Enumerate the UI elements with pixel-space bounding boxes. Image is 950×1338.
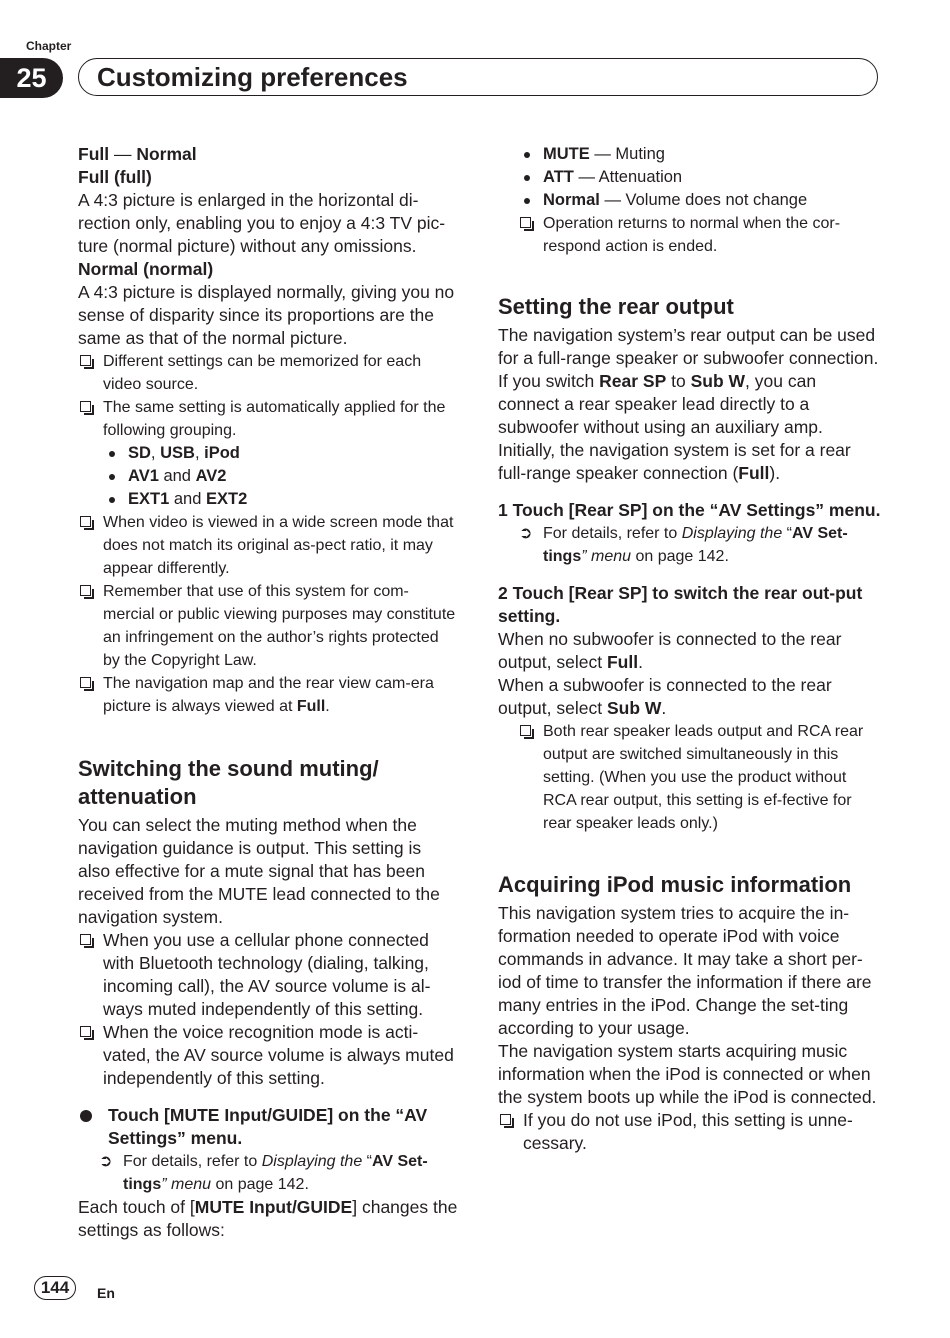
checkbox-note-icon: [80, 355, 91, 366]
checkbox-note-icon: [80, 934, 91, 945]
normal-description: A 4:3 picture is displayed normally, giving you no sense of disparity since its proportions are the same as that of the normal picture.: [78, 282, 455, 348]
section-heading-rear-output: Setting the rear output: [498, 294, 734, 319]
full-normal-line: Full — Normal: [78, 144, 197, 164]
group-item-ext: EXT1 and EXT2: [103, 488, 458, 511]
step-bullet-icon: [80, 1110, 92, 1122]
checkbox-note-icon: [500, 1114, 511, 1125]
note-bluetooth: When you use a cellular phone connected with Bluetooth technology (dialing, talking, incoming call), the AV source volume is al-ways muted independently of this setting.: [78, 929, 458, 1021]
bullet-icon: [109, 474, 115, 480]
muting-description: You can select the muting method when the navigation guidance is output. This setting is also effective for a mute signal that has been received from the MUTE lead connected to the navigation system.: [78, 815, 440, 927]
checkbox-note-icon: [80, 516, 91, 527]
rear-output-description: The navigation system’s rear output can be used for a full-range speaker or subwoofer connection. If you switch Rear SP to Sub W, you can connect a rear speaker lead directly to a subwoofer without using an auxiliary amp. Initially, the navigation system is set for a rear full-range speaker connection (Full).: [498, 325, 879, 483]
normal-heading: Normal (normal): [78, 259, 214, 279]
note-copyright: Remember that use of this system for com-mercial or public viewing purposes may constitute an infringement on the author’s rights protected by the Copyright Law.: [78, 580, 458, 672]
checkbox-note-icon: [80, 401, 91, 412]
bullet-icon: [524, 152, 530, 158]
right-column: [498, 143, 882, 1155]
left-column: [78, 143, 458, 1242]
ipod-description-2: The navigation system starts acquiring music information when the iPod is connected or when the system boots up while the iPod is connected.: [498, 1041, 877, 1107]
note-voice-recognition: When the voice recognition mode is acti-vated, the AV source volume is always muted independently of this setting.: [78, 1021, 458, 1090]
reference-av-settings: ➲ For details, refer to Displaying the “AV Set-tings” menu on page 142.: [98, 1150, 458, 1196]
full-heading: Full (full): [78, 167, 152, 187]
option-mute: MUTE — Muting: [518, 143, 882, 166]
ipod-description-1: This navigation system tries to acquire the in-formation needed to operate iPod with voice commands in advance. It may take a short per-iod of time to transfer the information if there are many entries in the iPod. Change the set-ting according to your usage.: [498, 903, 872, 1038]
step-1-touch-rear-sp: 1 Touch [Rear SP] on the “AV Settings” menu.: [498, 500, 881, 520]
checkbox-note-icon: [80, 677, 91, 688]
bullet-icon: [109, 451, 115, 457]
option-att: ATT — Attenuation: [518, 166, 882, 189]
bullet-icon: [109, 497, 115, 503]
step-2-switch-rear-output: 2 Touch [Rear SP] to switch the rear out-put setting.: [498, 583, 863, 626]
note-navigation-map: The navigation map and the rear view cam-era picture is always viewed at Full.: [78, 672, 458, 718]
group-item-sd-usb-ipod: SD, USB, iPod: [103, 442, 458, 465]
checkbox-note-icon: [80, 585, 91, 596]
option-normal: Normal — Volume does not change: [518, 189, 882, 212]
section-heading-ipod: Acquiring iPod music information: [498, 872, 852, 897]
note-wide-screen: When video is viewed in a wide screen mode that does not match its original as-pect ratio, it may appear differently.: [78, 511, 458, 580]
chapter-title: Customizing preferences: [78, 58, 878, 96]
checkbox-note-icon: [520, 217, 531, 228]
bullet-icon: [524, 198, 530, 204]
subwoofer-text: When a subwoofer is connected to the rear output, select Sub W.: [498, 675, 832, 718]
note-memorized: Different settings can be memorized for each video source.: [78, 350, 458, 396]
no-subwoofer-text: When no subwoofer is connected to the rear output, select Full.: [498, 629, 842, 672]
step-touch-mute: Touch [MUTE Input/GUIDE] on the “AV Settings” menu.: [78, 1104, 458, 1150]
note-ipod-unnecessary: If you do not use iPod, this setting is unne-cessary.: [498, 1109, 882, 1155]
note-operation-returns: Operation returns to normal when the cor-respond action is ended.: [518, 212, 882, 258]
language-label: En: [97, 1285, 115, 1301]
chapter-label: Chapter: [26, 39, 72, 53]
reference-av-settings: ➲ For details, refer to Displaying the “AV Set-tings” menu on page 142.: [518, 522, 882, 568]
page-number: 144: [34, 1276, 76, 1300]
group-item-av: AV1 and AV2: [103, 465, 458, 488]
each-touch-text: Each touch of [MUTE Input/GUIDE] changes the settings as follows:: [78, 1197, 458, 1240]
note-rear-speaker-leads: Both rear speaker leads output and RCA rear output are switched simultaneously in this setting. (When you use the product without RCA rear output, this setting is ef-fective for rear speaker leads only.): [518, 720, 882, 835]
arrow-right-icon: ➲: [99, 1153, 113, 1170]
bullet-icon: [524, 175, 530, 181]
note-grouping: The same setting is automatically applied for the following grouping.: [78, 396, 458, 442]
full-description: A 4:3 picture is enlarged in the horizontal di-rection only, enabling you to enjoy a 4:3 TV pic-ture (normal picture) without any omissions.: [78, 190, 446, 256]
arrow-right-icon: ➲: [519, 525, 533, 542]
chapter-number-badge: 25: [0, 58, 63, 98]
checkbox-note-icon: [80, 1026, 91, 1037]
section-heading-muting: Switching the sound muting/ attenuation: [78, 756, 379, 809]
checkbox-note-icon: [520, 725, 531, 736]
